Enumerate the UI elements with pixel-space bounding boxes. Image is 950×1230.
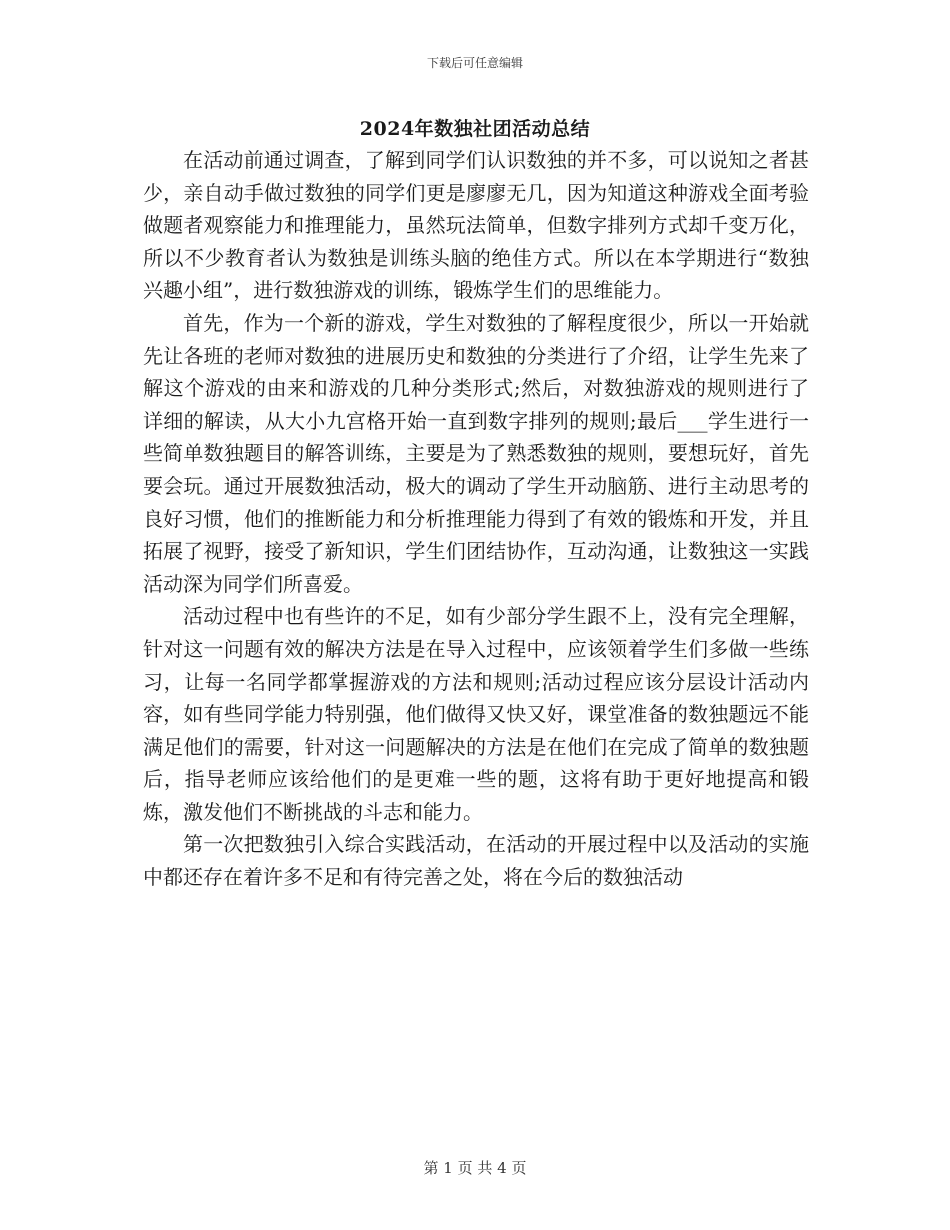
paragraph: 首先，作为一个新的游戏，学生对数独的了解程度很少，所以一开始就先让各班的老师对数独的进展历史和数独的分类进行了介绍，让学生先来了解这个游戏的由来和游戏的几种分类形式;然后，对数独游戏的规则进行了详细的解读，从大小九宫格开始一直到数字排列的规则;最后___学生进行一些简单数独题目的解答训练，主要是为了熟悉数独的规则，要想玩好，首先要会玩。通过开展数独活动，极大的调动了学生开动脑筋、进行主动思考的良好习惯，他们的推断能力和分析推理能力得到了有效的锻炼和开发，并且拓展了视野，接受了新知识，学生们团结协作，互动沟通，让数独这一实践活动深为同学们所喜爱。 [143,310,809,596]
paragraph: 第一次把数独引入综合实践活动，在活动的开展过程中以及活动的实施中都还存在着许多不足和有待完善之处，将在今后的数独活动 [143,832,809,890]
paragraph: 在活动前通过调查，了解到同学们认识数独的并不多，可以说知之者甚少，亲自动手做过数独的同学们更是廖廖无几，因为知道这种游戏全面考验做题者观察能力和推理能力，虽然玩法简单，但数字排列方式却千变万化，所以不少教育者认为数独是训练头脑的绝佳方式。所以在本学期进行“数独兴趣小组”，进行数独游戏的训练，锻炼学生们的思维能力。 [143,148,809,303]
document-title: 2024年数独社团活动总结 [359,118,591,140]
paragraph: 活动过程中也有些许的不足，如有少部分学生跟不上，没有完全理解，针对这一问题有效的解决方法是在导入过程中，应该领着学生们多做一些练习，让每一名同学都掌握游戏的方法和规则;活动过程应该分层设计活动内容，如有些同学能力特别强，他们做得又快又好，课堂准备的数独题远不能满足他们的需要，针对这一问题解决的方法是在他们在完成了简单的数独题后，指导老师应该给他们的是更难一些的题，这将有助于更好地提高和锻炼，激发他们不断挑战的斗志和能力。 [143,604,809,824]
document-body [143,144,809,894]
header-note: 下载后可任意编辑 [426,56,523,70]
page-indicator: 第 1 页 共 4 页 [423,1159,527,1177]
